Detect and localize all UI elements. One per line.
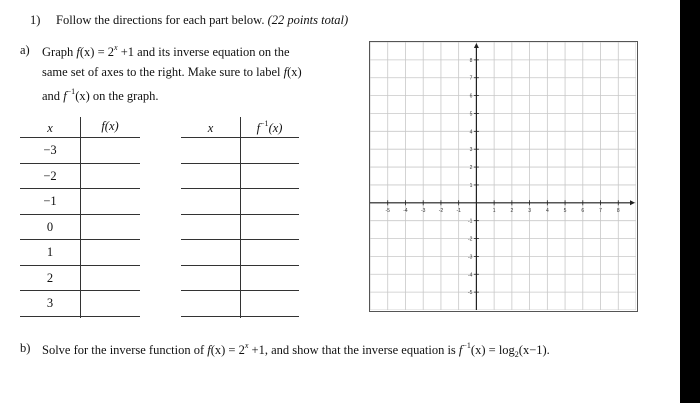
question-number: 1) [30, 13, 41, 27]
x-tick-label: 7 [599, 207, 602, 214]
table-fx-blank-cell[interactable] [80, 292, 140, 315]
table-finv-sup: −1 [260, 119, 269, 128]
table-f [20, 115, 140, 320]
b-log: log [498, 343, 515, 357]
table-x-value: −2 [43, 168, 57, 183]
part-a-line2 [42, 66, 302, 79]
table-finv-arg: (x) [268, 121, 283, 135]
y-tick-label: -4 [467, 272, 473, 279]
x-tick-label: -4 [403, 207, 408, 214]
table-fx-blank-cell[interactable] [80, 241, 140, 264]
table-x-value: −3 [43, 143, 57, 157]
part-a-line1 [42, 44, 290, 59]
b-finv-sup: −1 [462, 341, 471, 350]
part-a-line3-rest: on the graph. [92, 89, 159, 103]
x-tick-label: 2 [510, 207, 514, 214]
table-row-rule [181, 290, 299, 291]
x-tick-label: 1 [492, 207, 496, 214]
y-tick-label: -5 [467, 290, 473, 297]
b-f-arg: (x) [210, 343, 226, 357]
directions-text: Follow the directions for each part below. [56, 13, 265, 27]
table-fx-blank-cell[interactable] [80, 165, 140, 188]
table-row-rule [20, 239, 140, 240]
x-axis-arrow-icon [630, 200, 635, 205]
y-tick-label: 3 [469, 147, 473, 154]
table-row-rule [20, 163, 140, 164]
x-tick-label: 4 [545, 207, 549, 214]
table-finv-header-rule [181, 137, 299, 138]
table-finv-f: f [256, 121, 261, 135]
part-a-graph-word: Graph [42, 45, 74, 59]
table-finv-y-blank-cell[interactable] [240, 216, 299, 239]
y-tick-label: 1 [469, 182, 473, 189]
fx-plus: +1 [117, 45, 134, 59]
table-finv-x-header: x [207, 121, 214, 135]
table-row-rule [181, 214, 299, 215]
x-tick-label: -2 [438, 207, 444, 214]
table-finv-y-blank-cell[interactable] [240, 139, 299, 162]
y-tick-label: -3 [467, 254, 473, 261]
x-tick-label: -3 [420, 207, 426, 214]
y-axis-arrow-icon [474, 43, 479, 48]
table-finv-x-blank-cell[interactable] [181, 241, 240, 264]
table-x-value: −1 [43, 194, 57, 208]
b-f-plus: +1 [248, 343, 265, 357]
b-f-eq: = 2 [225, 343, 245, 357]
b-finv-symbol: f [458, 343, 463, 357]
fx-exponent: x [114, 43, 118, 52]
table-x-value: 1 [46, 245, 54, 259]
table-finv-x-blank-cell[interactable] [181, 267, 240, 290]
table-finv-header [240, 120, 299, 135]
table-row-rule [181, 316, 299, 317]
table-finv [181, 115, 299, 320]
table-fx-blank-cell[interactable] [80, 267, 140, 290]
finv-arg: (x) [75, 89, 90, 103]
coordinate-grid[interactable] [369, 41, 638, 312]
b-eq: = [485, 343, 499, 357]
b-period: . [546, 343, 550, 357]
screen-edge [680, 0, 700, 403]
table-row-rule [181, 188, 299, 189]
table-fx-blank-cell[interactable] [80, 216, 140, 239]
question-directions [56, 14, 348, 27]
b-log-arg: (x−1) [518, 343, 547, 357]
table-finv-y-blank-cell[interactable] [240, 292, 299, 315]
table-row-rule [181, 265, 299, 266]
b-f-exp: x [244, 341, 249, 350]
part-b-text2: , and show that the inverse equation is [264, 343, 456, 357]
table-row-rule [20, 265, 140, 266]
table-f-fx-header: f(x) [101, 119, 119, 133]
grid-svg [370, 42, 636, 310]
part-b-label: b) [20, 341, 31, 355]
table-row-rule [20, 290, 140, 291]
part-a-line1-rest: and its inverse equation on the [137, 45, 290, 59]
fx-symbol: f [76, 45, 80, 59]
table-row-rule [181, 163, 299, 164]
table-finv-x-blank-cell[interactable] [181, 190, 240, 213]
part-b-text [42, 342, 550, 359]
fx-eq: = 2 [94, 45, 114, 59]
table-finv-y-blank-cell[interactable] [240, 165, 299, 188]
finv-sup: −1 [66, 87, 76, 96]
table-x-value: 0 [46, 219, 54, 234]
y-tick-label: -2 [467, 236, 473, 243]
part-a-line2-text: same set of axes to the right. Make sure to label [42, 65, 281, 79]
table-x-value: 3 [46, 296, 54, 310]
label-f-arg: (x) [287, 65, 302, 79]
x-tick-label: -1 [456, 207, 461, 214]
y-tick-label: 6 [469, 93, 473, 100]
table-x-value: 2 [46, 270, 54, 285]
points-text: (22 points total) [267, 13, 349, 27]
finv-symbol: f [63, 89, 67, 103]
x-tick-label: 8 [616, 207, 620, 214]
table-finv-x-blank-cell[interactable] [181, 292, 240, 315]
table-finv-x-blank-cell[interactable] [181, 216, 240, 239]
table-finv-x-blank-cell[interactable] [181, 165, 240, 188]
table-row-rule [20, 188, 140, 189]
b-log-base: 2 [514, 350, 519, 359]
y-tick-label: -1 [467, 218, 473, 225]
table-f-x-header: x [47, 121, 53, 135]
table-finv-y-blank-cell[interactable] [240, 190, 299, 213]
label-f-symbol: f [283, 65, 288, 79]
y-tick-label: 5 [469, 111, 473, 118]
table-finv-y-blank-cell[interactable] [240, 267, 299, 290]
table-finv-x-blank-cell[interactable] [181, 139, 240, 162]
table-finv-y-blank-cell[interactable] [240, 241, 299, 264]
table-row-rule [20, 214, 140, 215]
part-a-line3 [42, 88, 159, 103]
table-f-header-rule [20, 137, 140, 138]
b-finv-arg: (x) [470, 343, 486, 357]
y-tick-label: 8 [469, 57, 473, 64]
table-row-rule [20, 316, 140, 317]
x-tick-label: -5 [385, 207, 390, 214]
x-tick-label: 6 [581, 207, 585, 214]
x-tick-label: 3 [528, 207, 531, 214]
table-fx-blank-cell[interactable] [80, 190, 140, 213]
table-row-rule [181, 239, 299, 240]
part-b-text1: Solve for the inverse function of [42, 343, 205, 357]
b-f-symbol: f [207, 343, 211, 357]
table-fx-blank-cell[interactable] [80, 139, 140, 162]
y-tick-label: 2 [469, 165, 473, 172]
part-a-and: and [42, 89, 61, 103]
part-a-label: a) [20, 43, 30, 57]
y-tick-label: 7 [469, 75, 473, 82]
y-tick-label: 4 [469, 129, 473, 136]
x-tick-label: 5 [563, 207, 567, 214]
fx-arg: (x) [79, 45, 95, 59]
